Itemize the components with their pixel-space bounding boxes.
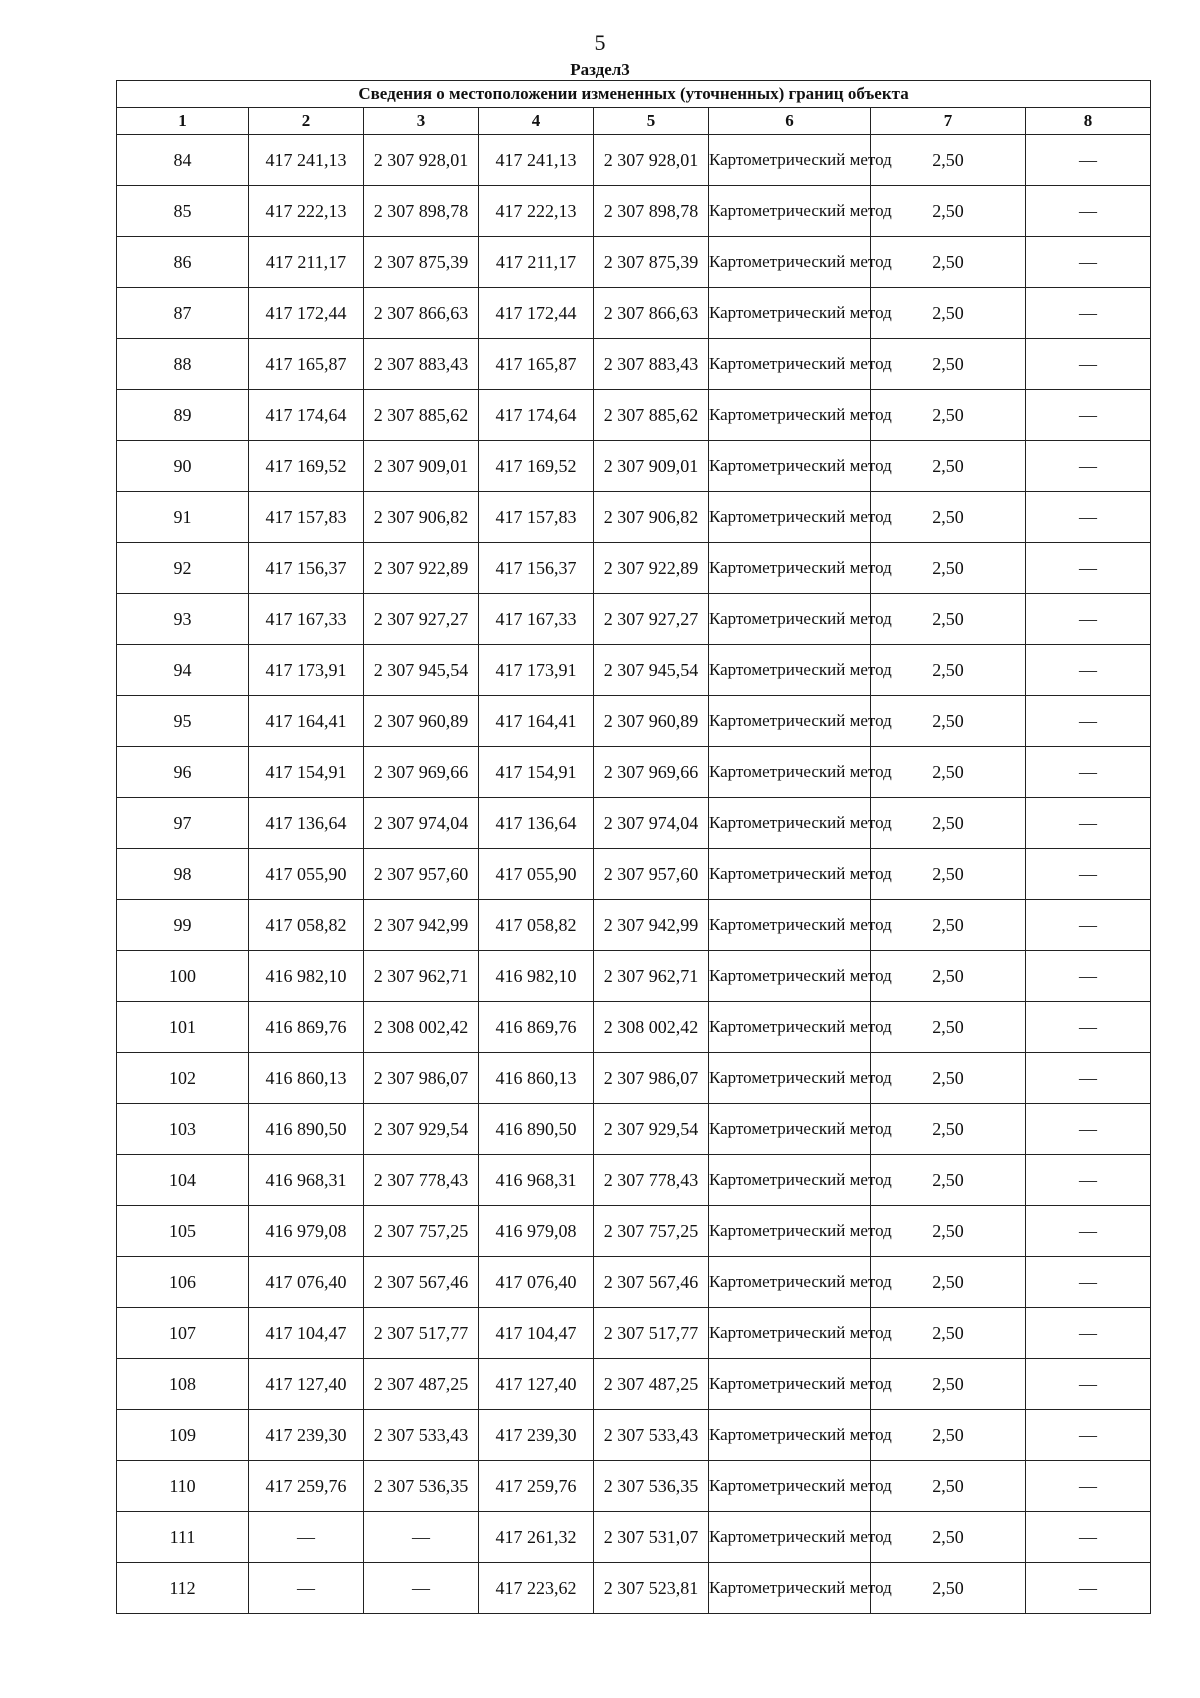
existing-y-cell: 2 307 778,43 — [364, 1155, 479, 1206]
new-y-cell: 2 307 567,46 — [594, 1257, 709, 1308]
method-cell: Картометрический метод — [709, 441, 871, 492]
description-cell: — — [1026, 1002, 1151, 1053]
description-cell: — — [1026, 747, 1151, 798]
point-number-cell: 95 — [117, 696, 249, 747]
point-number-cell: 106 — [117, 1257, 249, 1308]
precision-cell: 2,50 — [871, 1053, 1026, 1104]
description-cell: — — [1026, 186, 1151, 237]
method-cell: Картометрический метод — [709, 1512, 871, 1563]
description-cell: — — [1026, 798, 1151, 849]
existing-x-cell: 417 156,37 — [249, 543, 364, 594]
point-number-cell: 104 — [117, 1155, 249, 1206]
precision-cell: 2,50 — [871, 849, 1026, 900]
column-number-row — [117, 108, 1151, 135]
new-y-cell: 2 307 922,89 — [594, 543, 709, 594]
new-y-cell: 2 307 533,43 — [594, 1410, 709, 1461]
table-row — [117, 798, 1151, 849]
new-x-cell: 417 157,83 — [479, 492, 594, 543]
table-row — [117, 696, 1151, 747]
precision-cell: 2,50 — [871, 1461, 1026, 1512]
description-cell: — — [1026, 1410, 1151, 1461]
existing-y-cell: 2 307 960,89 — [364, 696, 479, 747]
existing-x-cell: 417 167,33 — [249, 594, 364, 645]
existing-y-cell: 2 307 986,07 — [364, 1053, 479, 1104]
new-y-cell: 2 307 969,66 — [594, 747, 709, 798]
column-number: 2 — [249, 108, 364, 135]
point-number-cell: 112 — [117, 1563, 249, 1614]
existing-x-cell: 417 127,40 — [249, 1359, 364, 1410]
column-number: 7 — [871, 108, 1026, 135]
precision-cell: 2,50 — [871, 1206, 1026, 1257]
existing-x-cell: 417 104,47 — [249, 1308, 364, 1359]
existing-x-cell: 417 154,91 — [249, 747, 364, 798]
description-cell: — — [1026, 288, 1151, 339]
existing-y-cell: 2 307 517,77 — [364, 1308, 479, 1359]
precision-cell: 2,50 — [871, 1257, 1026, 1308]
existing-y-cell: 2 307 866,63 — [364, 288, 479, 339]
boundary-coordinates-table — [116, 80, 1151, 1614]
table-row — [117, 594, 1151, 645]
existing-x-cell: 417 055,90 — [249, 849, 364, 900]
description-cell: — — [1026, 135, 1151, 186]
point-number-cell: 107 — [117, 1308, 249, 1359]
precision-cell: 2,50 — [871, 951, 1026, 1002]
table-row — [117, 1461, 1151, 1512]
method-cell: Картометрический метод — [709, 237, 871, 288]
new-x-cell: 417 174,64 — [479, 390, 594, 441]
existing-x-cell: 417 076,40 — [249, 1257, 364, 1308]
method-cell: Картометрический метод — [709, 1410, 871, 1461]
table-row — [117, 849, 1151, 900]
existing-x-cell: 416 890,50 — [249, 1104, 364, 1155]
new-y-cell: 2 307 487,25 — [594, 1359, 709, 1410]
table-row — [117, 1104, 1151, 1155]
new-x-cell: 417 172,44 — [479, 288, 594, 339]
description-cell: — — [1026, 1359, 1151, 1410]
existing-y-cell: 2 307 969,66 — [364, 747, 479, 798]
description-cell: — — [1026, 492, 1151, 543]
precision-cell: 2,50 — [871, 1104, 1026, 1155]
existing-x-cell: 417 259,76 — [249, 1461, 364, 1512]
existing-y-cell: 2 308 002,42 — [364, 1002, 479, 1053]
new-y-cell: 2 307 942,99 — [594, 900, 709, 951]
existing-y-cell: 2 307 909,01 — [364, 441, 479, 492]
existing-y-cell: — — [364, 1512, 479, 1563]
existing-x-cell: — — [249, 1563, 364, 1614]
new-y-cell: 2 307 945,54 — [594, 645, 709, 696]
method-cell: Картометрический метод — [709, 543, 871, 594]
point-number-cell: 97 — [117, 798, 249, 849]
precision-cell: 2,50 — [871, 798, 1026, 849]
method-cell: Картометрический метод — [709, 1002, 871, 1053]
new-x-cell: 416 890,50 — [479, 1104, 594, 1155]
existing-x-cell: 416 869,76 — [249, 1002, 364, 1053]
new-x-cell: 417 167,33 — [479, 594, 594, 645]
existing-x-cell: 417 173,91 — [249, 645, 364, 696]
existing-x-cell: 416 860,13 — [249, 1053, 364, 1104]
point-number-cell: 89 — [117, 390, 249, 441]
method-cell: Картометрический метод — [709, 1206, 871, 1257]
column-number: 5 — [594, 108, 709, 135]
existing-x-cell: 417 169,52 — [249, 441, 364, 492]
precision-cell: 2,50 — [871, 1512, 1026, 1563]
new-y-cell: 2 307 928,01 — [594, 135, 709, 186]
table-row — [117, 288, 1151, 339]
table-row — [117, 441, 1151, 492]
point-number-cell: 87 — [117, 288, 249, 339]
table-row — [117, 492, 1151, 543]
new-y-cell: 2 307 957,60 — [594, 849, 709, 900]
existing-y-cell: 2 307 929,54 — [364, 1104, 479, 1155]
new-x-cell: 417 164,41 — [479, 696, 594, 747]
method-cell: Картометрический метод — [709, 951, 871, 1002]
description-cell: — — [1026, 900, 1151, 951]
method-cell: Картометрический метод — [709, 1359, 871, 1410]
point-number-cell: 85 — [117, 186, 249, 237]
new-y-cell: 2 307 866,63 — [594, 288, 709, 339]
table-row — [117, 186, 1151, 237]
new-x-cell: 417 127,40 — [479, 1359, 594, 1410]
precision-cell: 2,50 — [871, 339, 1026, 390]
new-x-cell: 417 223,62 — [479, 1563, 594, 1614]
table-row — [117, 900, 1151, 951]
new-y-cell: 2 307 883,43 — [594, 339, 709, 390]
method-cell: Картометрический метод — [709, 390, 871, 441]
table-row — [117, 1002, 1151, 1053]
existing-x-cell: 417 222,13 — [249, 186, 364, 237]
new-x-cell: 417 241,13 — [479, 135, 594, 186]
precision-cell: 2,50 — [871, 1308, 1026, 1359]
description-cell: — — [1026, 1308, 1151, 1359]
method-cell: Картометрический метод — [709, 1308, 871, 1359]
new-x-cell: 416 968,31 — [479, 1155, 594, 1206]
existing-y-cell: 2 307 928,01 — [364, 135, 479, 186]
method-cell: Картометрический метод — [709, 186, 871, 237]
description-cell: — — [1026, 237, 1151, 288]
existing-y-cell: 2 307 922,89 — [364, 543, 479, 594]
point-number-cell: 93 — [117, 594, 249, 645]
table-row — [117, 1512, 1151, 1563]
precision-cell: 2,50 — [871, 1002, 1026, 1053]
precision-cell: 2,50 — [871, 543, 1026, 594]
new-y-cell: 2 307 962,71 — [594, 951, 709, 1002]
point-number-cell: 90 — [117, 441, 249, 492]
existing-x-cell: — — [249, 1512, 364, 1563]
existing-y-cell: 2 307 533,43 — [364, 1410, 479, 1461]
method-cell: Картометрический метод — [709, 135, 871, 186]
existing-x-cell: 417 164,41 — [249, 696, 364, 747]
new-x-cell: 416 979,08 — [479, 1206, 594, 1257]
new-x-cell: 417 239,30 — [479, 1410, 594, 1461]
new-x-cell: 417 136,64 — [479, 798, 594, 849]
point-number-cell: 110 — [117, 1461, 249, 1512]
point-number-cell: 88 — [117, 339, 249, 390]
description-cell: — — [1026, 849, 1151, 900]
description-cell: — — [1026, 339, 1151, 390]
existing-x-cell: 417 241,13 — [249, 135, 364, 186]
method-cell: Картометрический метод — [709, 339, 871, 390]
description-cell: — — [1026, 543, 1151, 594]
new-y-cell: 2 307 898,78 — [594, 186, 709, 237]
table-row — [117, 237, 1151, 288]
table-row — [117, 390, 1151, 441]
existing-x-cell: 417 174,64 — [249, 390, 364, 441]
new-y-cell: 2 307 531,07 — [594, 1512, 709, 1563]
existing-x-cell: 417 136,64 — [249, 798, 364, 849]
description-cell: — — [1026, 951, 1151, 1002]
precision-cell: 2,50 — [871, 186, 1026, 237]
point-number-cell: 102 — [117, 1053, 249, 1104]
precision-cell: 2,50 — [871, 441, 1026, 492]
table-row — [117, 1308, 1151, 1359]
new-y-cell: 2 307 875,39 — [594, 237, 709, 288]
existing-x-cell: 417 239,30 — [249, 1410, 364, 1461]
new-y-cell: 2 307 523,81 — [594, 1563, 709, 1614]
existing-x-cell: 416 979,08 — [249, 1206, 364, 1257]
description-cell: — — [1026, 1206, 1151, 1257]
table-row — [117, 1563, 1151, 1614]
new-x-cell: 416 982,10 — [479, 951, 594, 1002]
existing-y-cell: 2 307 567,46 — [364, 1257, 479, 1308]
description-cell: — — [1026, 1461, 1151, 1512]
table-caption: Сведения о местоположении измененных (уточненных) границ объекта — [117, 81, 1151, 108]
precision-cell: 2,50 — [871, 237, 1026, 288]
table-row — [117, 1155, 1151, 1206]
existing-y-cell: 2 307 906,82 — [364, 492, 479, 543]
precision-cell: 2,50 — [871, 135, 1026, 186]
new-x-cell: 417 261,32 — [479, 1512, 594, 1563]
existing-y-cell: 2 307 945,54 — [364, 645, 479, 696]
existing-x-cell: 417 157,83 — [249, 492, 364, 543]
existing-x-cell: 416 982,10 — [249, 951, 364, 1002]
new-y-cell: 2 307 906,82 — [594, 492, 709, 543]
existing-y-cell: 2 307 487,25 — [364, 1359, 479, 1410]
new-y-cell: 2 307 960,89 — [594, 696, 709, 747]
point-number-cell: 86 — [117, 237, 249, 288]
existing-y-cell: 2 307 875,39 — [364, 237, 479, 288]
table-row — [117, 1257, 1151, 1308]
description-cell: — — [1026, 1155, 1151, 1206]
method-cell: Картометрический метод — [709, 900, 871, 951]
point-number-cell: 98 — [117, 849, 249, 900]
method-cell: Картометрический метод — [709, 492, 871, 543]
new-x-cell: 417 169,52 — [479, 441, 594, 492]
new-x-cell: 417 076,40 — [479, 1257, 594, 1308]
method-cell: Картометрический метод — [709, 594, 871, 645]
point-number-cell: 94 — [117, 645, 249, 696]
new-y-cell: 2 307 757,25 — [594, 1206, 709, 1257]
method-cell: Картометрический метод — [709, 1461, 871, 1512]
table-row — [117, 1053, 1151, 1104]
table-row — [117, 951, 1151, 1002]
existing-y-cell: 2 307 962,71 — [364, 951, 479, 1002]
point-number-cell: 105 — [117, 1206, 249, 1257]
existing-x-cell: 417 058,82 — [249, 900, 364, 951]
point-number-cell: 101 — [117, 1002, 249, 1053]
existing-x-cell: 417 165,87 — [249, 339, 364, 390]
existing-y-cell: 2 307 957,60 — [364, 849, 479, 900]
description-cell: — — [1026, 645, 1151, 696]
existing-y-cell: 2 307 536,35 — [364, 1461, 479, 1512]
new-x-cell: 417 058,82 — [479, 900, 594, 951]
precision-cell: 2,50 — [871, 900, 1026, 951]
table-caption-row — [117, 81, 1151, 108]
precision-cell: 2,50 — [871, 594, 1026, 645]
new-x-cell: 417 211,17 — [479, 237, 594, 288]
table-row — [117, 747, 1151, 798]
new-y-cell: 2 307 778,43 — [594, 1155, 709, 1206]
existing-y-cell: 2 307 757,25 — [364, 1206, 479, 1257]
point-number-cell: 92 — [117, 543, 249, 594]
new-x-cell: 416 860,13 — [479, 1053, 594, 1104]
precision-cell: 2,50 — [871, 390, 1026, 441]
existing-y-cell: 2 307 883,43 — [364, 339, 479, 390]
method-cell: Картометрический метод — [709, 288, 871, 339]
existing-y-cell: 2 307 942,99 — [364, 900, 479, 951]
new-x-cell: 416 869,76 — [479, 1002, 594, 1053]
table-row — [117, 543, 1151, 594]
precision-cell: 2,50 — [871, 747, 1026, 798]
description-cell: — — [1026, 594, 1151, 645]
existing-y-cell: 2 307 927,27 — [364, 594, 479, 645]
method-cell: Картометрический метод — [709, 1155, 871, 1206]
column-number: 1 — [117, 108, 249, 135]
point-number-cell: 99 — [117, 900, 249, 951]
method-cell: Картометрический метод — [709, 1104, 871, 1155]
page-number: 5 — [594, 30, 606, 55]
new-x-cell: 417 165,87 — [479, 339, 594, 390]
existing-x-cell: 417 211,17 — [249, 237, 364, 288]
table-row — [117, 339, 1151, 390]
column-number: 3 — [364, 108, 479, 135]
precision-cell: 2,50 — [871, 696, 1026, 747]
table-row — [117, 1410, 1151, 1461]
precision-cell: 2,50 — [871, 492, 1026, 543]
point-number-cell: 103 — [117, 1104, 249, 1155]
point-number-cell: 109 — [117, 1410, 249, 1461]
method-cell: Картометрический метод — [709, 1257, 871, 1308]
precision-cell: 2,50 — [871, 1359, 1026, 1410]
new-x-cell: 417 222,13 — [479, 186, 594, 237]
existing-x-cell: 417 172,44 — [249, 288, 364, 339]
new-y-cell: 2 307 986,07 — [594, 1053, 709, 1104]
new-y-cell: 2 307 929,54 — [594, 1104, 709, 1155]
new-y-cell: 2 308 002,42 — [594, 1002, 709, 1053]
new-x-cell: 417 055,90 — [479, 849, 594, 900]
existing-y-cell: 2 307 898,78 — [364, 186, 479, 237]
method-cell: Картометрический метод — [709, 747, 871, 798]
point-number-cell: 108 — [117, 1359, 249, 1410]
column-number: 6 — [709, 108, 871, 135]
new-y-cell: 2 307 974,04 — [594, 798, 709, 849]
table-row — [117, 645, 1151, 696]
method-cell: Картометрический метод — [709, 798, 871, 849]
table-body — [117, 135, 1151, 1614]
table-row — [117, 1206, 1151, 1257]
new-y-cell: 2 307 536,35 — [594, 1461, 709, 1512]
description-cell: — — [1026, 1104, 1151, 1155]
method-cell: Картометрический метод — [709, 849, 871, 900]
table-row — [117, 1359, 1151, 1410]
new-y-cell: 2 307 927,27 — [594, 594, 709, 645]
column-number: 8 — [1026, 108, 1151, 135]
method-cell: Картометрический метод — [709, 1053, 871, 1104]
existing-y-cell: 2 307 885,62 — [364, 390, 479, 441]
new-x-cell: 417 259,76 — [479, 1461, 594, 1512]
method-cell: Картометрический метод — [709, 645, 871, 696]
new-x-cell: 417 156,37 — [479, 543, 594, 594]
description-cell: — — [1026, 1257, 1151, 1308]
point-number-cell: 91 — [117, 492, 249, 543]
description-cell: — — [1026, 390, 1151, 441]
description-cell: — — [1026, 1563, 1151, 1614]
new-x-cell: 417 154,91 — [479, 747, 594, 798]
description-cell: — — [1026, 696, 1151, 747]
precision-cell: 2,50 — [871, 1410, 1026, 1461]
column-number: 4 — [479, 108, 594, 135]
description-cell: — — [1026, 1512, 1151, 1563]
precision-cell: 2,50 — [871, 645, 1026, 696]
point-number-cell: 84 — [117, 135, 249, 186]
existing-y-cell: 2 307 974,04 — [364, 798, 479, 849]
description-cell: — — [1026, 1053, 1151, 1104]
point-number-cell: 100 — [117, 951, 249, 1002]
new-y-cell: 2 307 909,01 — [594, 441, 709, 492]
precision-cell: 2,50 — [871, 1155, 1026, 1206]
new-y-cell: 2 307 885,62 — [594, 390, 709, 441]
existing-x-cell: 416 968,31 — [249, 1155, 364, 1206]
existing-y-cell: — — [364, 1563, 479, 1614]
point-number-cell: 111 — [117, 1512, 249, 1563]
section-title: Раздел3 — [570, 60, 630, 79]
precision-cell: 2,50 — [871, 1563, 1026, 1614]
new-x-cell: 417 173,91 — [479, 645, 594, 696]
new-y-cell: 2 307 517,77 — [594, 1308, 709, 1359]
description-cell: — — [1026, 441, 1151, 492]
method-cell: Картометрический метод — [709, 1563, 871, 1614]
new-x-cell: 417 104,47 — [479, 1308, 594, 1359]
precision-cell: 2,50 — [871, 288, 1026, 339]
point-number-cell: 96 — [117, 747, 249, 798]
method-cell: Картометрический метод — [709, 696, 871, 747]
table-row — [117, 135, 1151, 186]
